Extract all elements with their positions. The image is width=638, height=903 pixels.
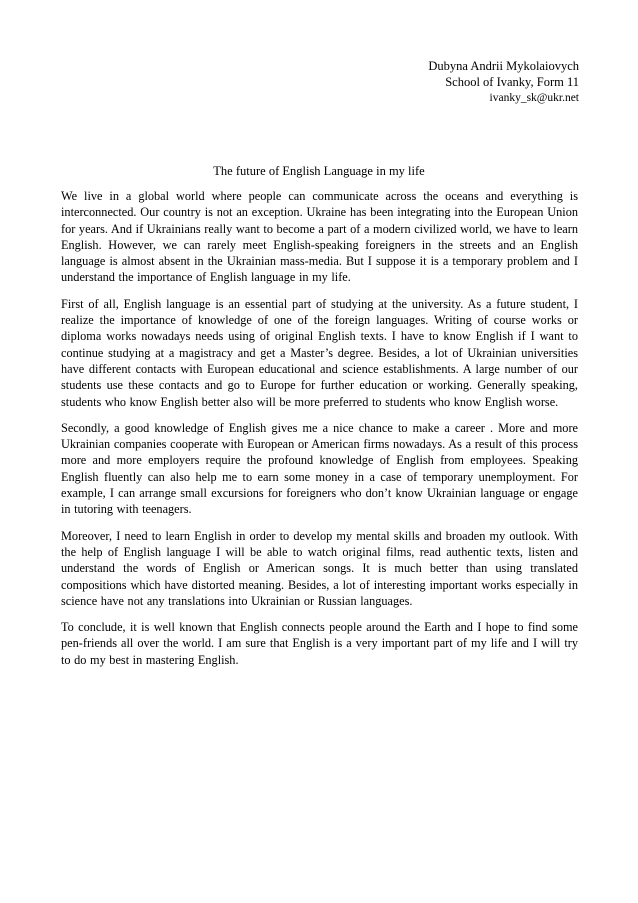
essay-paragraph-intro: We live in a global world where people can communicate across the oceans and everything is interconnected. Our country is not an exception. Ukraine has been integrating into the European Union for years. And if Ukrainians really want to become a part of a modern civilized world, we have to learn English. However, we can rarely meet English-speaking foreigners in the streets and an English language is almost absent in the Ukrainian mass-media. But I suppose it is a temporary problem and I understand the importance of English language in my life.	[61, 189, 578, 285]
essay-paragraph-studying: First of all, English language is an essential part of studying at the university. As a future student, I realize the importance of knowledge of one of the foreign languages. Writing of course works or diploma works nowadays needs using of original English texts. I have to know English if I want to continue studying at a magistracy and get a Master’s degree. Besides, a lot of Ukrainian universities have different contacts with European educational and science establishments. A large number of our students use these contacts and go to Europe for further education or working. Generally speaking, students who know English better also will be more preferred to students who know English worse.	[61, 296, 578, 409]
essay-paragraph-conclusion: To conclude, it is well known that English connects people around the Earth and I hope to find some pen-friends all over the world. I am sure that English is a very important part of my life and I will try to do my best in mastering English.	[61, 620, 578, 667]
author-block	[428, 58, 579, 106]
author-school: School of Ivanky, Form 11	[445, 75, 579, 89]
essay-title: The future of English Language in my life	[213, 164, 425, 178]
author-name: Dubyna Andrii Mykolaiovych	[428, 59, 579, 73]
essay-paragraph-outlook: Moreover, I need to learn English in order to develop my mental skills and broaden my outlook. With the help of English language I will be able to watch original films, read authentic texts, listen and understand the words of English or American songs. It is much better than using translated compositions which have distorted meaning. Besides, a lot of interesting important works especially in science have not any translations into Ukrainian or Russian languages.	[61, 528, 578, 608]
essay-body	[61, 188, 578, 678]
essay-paragraph-career: Secondly, a good knowledge of English gives me a nice chance to make a career . More and more Ukrainian companies cooperate with European or American firms nowadays. As a result of this process more and more employers require the profound knowledge of English from employees. Speaking English fluently can also help me to earn some money in a case of temporary unemployment. For example, I can arrange small excursions for foreigners who don’t know Ukrainian language or engage in tutoring with teenagers.	[61, 420, 578, 517]
author-email: ivanky_sk@ukr.net	[489, 92, 579, 104]
